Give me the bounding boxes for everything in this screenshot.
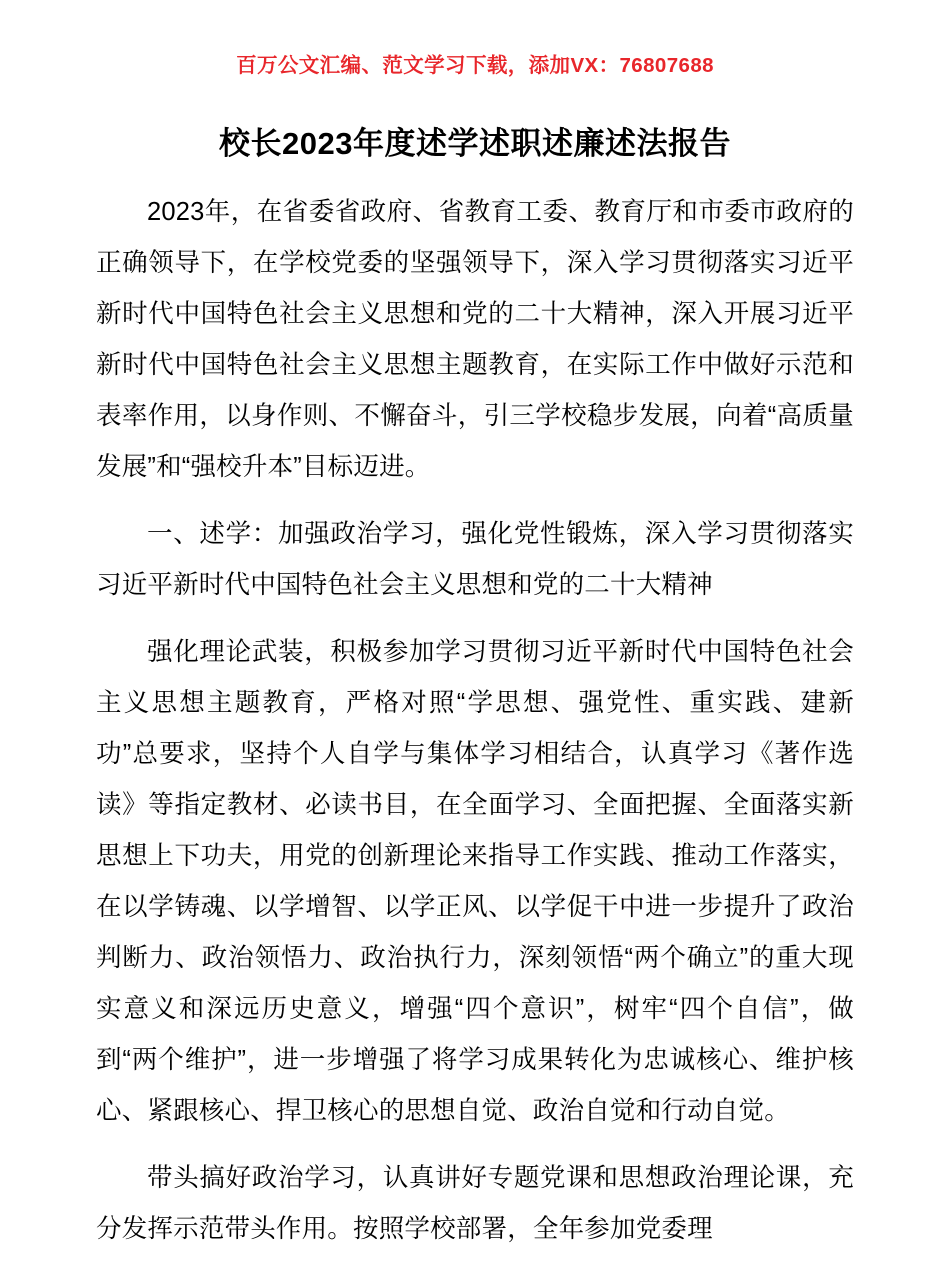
paragraph-intro: 2023年，在省委省政府、省教育工委、教育厅和市委市政府的正确领导下，在学校党委的坚强领导下，深入学习贯彻落实习近平新时代中国特色社会主义思想和党的二十大精神，深入开展习近平新时代中国特色社会主义思想主题教育，在实际工作中做好示范和表率作用，以身作则、不懈奋斗，引三学校稳步发展，向着“高质量发展”和“强校升本”目标迈进。 [96, 198, 854, 482]
document-page [0, 48, 950, 1278]
paragraph-political-study: 带头搞好政治学习，认真讲好专题党课和思想政治理论课，充分发挥示范带头作用。按照学校部署，全年参加党委理 [96, 1164, 854, 1244]
paragraph-theory-study: 强化理论武装，积极参加学习贯彻习近平新时代中国特色社会主义思想主题教育，严格对照“学思想、强党性、重实践、建新功”总要求，坚持个人自学与集体学习相结合，认真学习《著作选读》等指定教材、必读书目，在全面学习、全面把握、全面落实新思想上下功夫，用党的创新理论来指导工作实践、推动工作落实，在以学铸魂、以学增智、以学正风、以学促干中进一步提升了政治判断力、政治领悟力、政治执行力，深刻领悟“两个确立”的重大现实意义和深远历史意义，增强“四个意识”，树牢“四个自信”，做到“两个维护”，进一步增强了将学习成果转化为忠诚核心、维护核心、紧跟核心、捍卫核心的思想自觉、政治自觉和行动自觉。 [96, 638, 854, 1126]
paragraph-section-heading-1: 一、述学：加强政治学习，强化党性锻炼，深入学习贯彻落实习近平新时代中国特色社会主义思想和党的二十大精神 [96, 520, 854, 600]
watermark-banner: 百万公文汇编、范文学习下载，添加VX：76807688 [236, 54, 714, 77]
page-title: 校长2023年度述学述职述廉述法报告 [219, 126, 731, 161]
document-body [96, 187, 854, 1255]
